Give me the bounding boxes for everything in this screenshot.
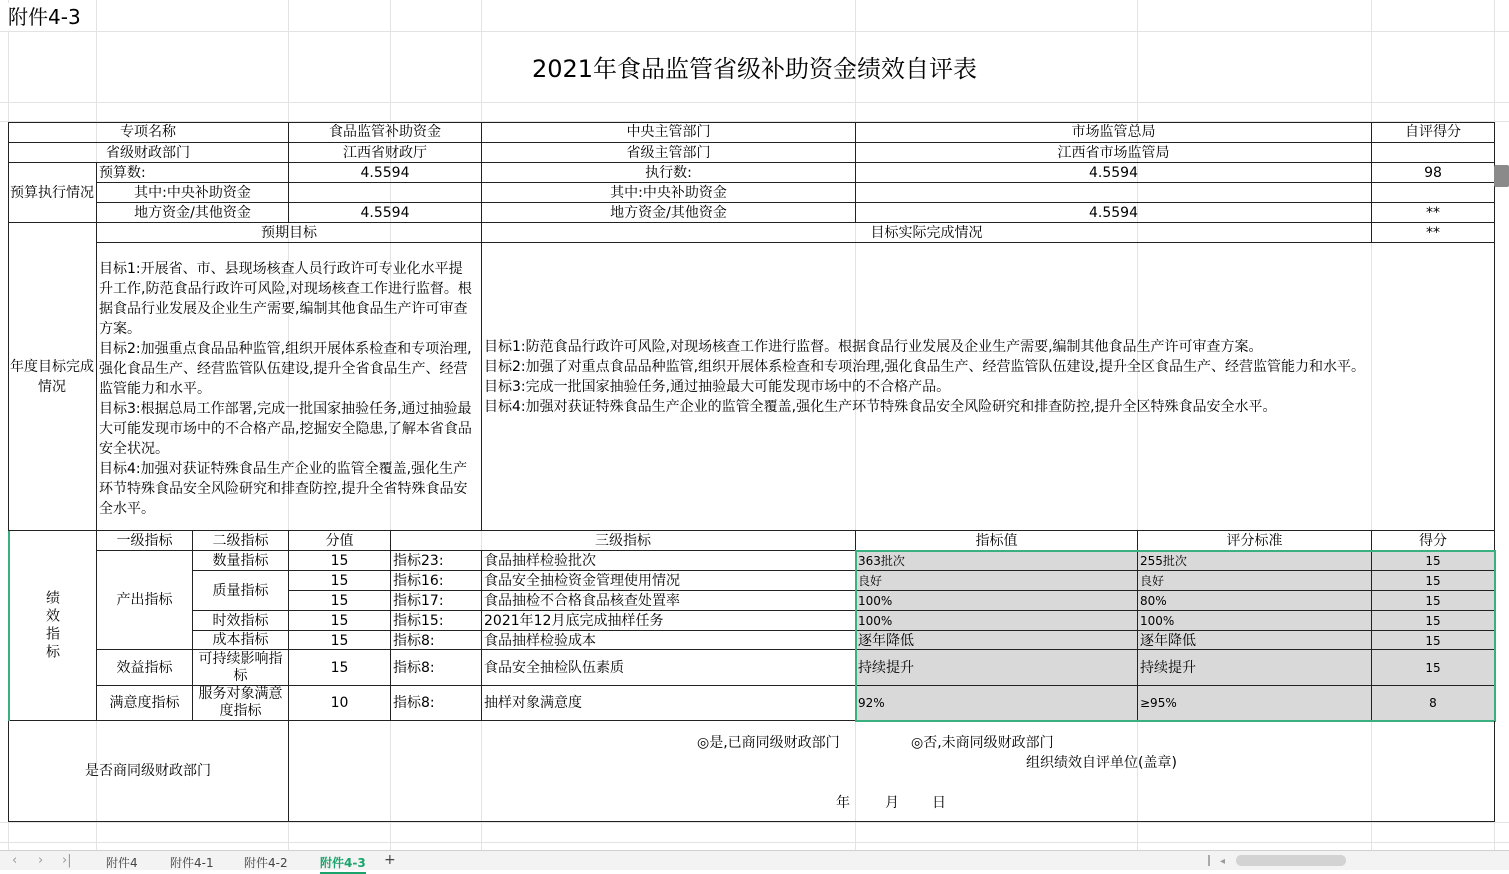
row-name[interactable]: 食品安全抽检资金管理使用情况 (482, 571, 856, 591)
row-standard[interactable]: 持续提升 (1138, 650, 1372, 686)
attachment-tag[interactable]: 附件4-3 (8, 3, 96, 31)
budget-score[interactable]: 98 (1372, 163, 1495, 183)
row-value[interactable]: 良好 (856, 571, 1138, 591)
l2-timeliness[interactable]: 时效指标 (193, 611, 289, 631)
row-got[interactable]: 15 (1372, 631, 1495, 650)
l1-satisfaction[interactable]: 满意度指标 (97, 686, 193, 721)
col-header-standard[interactable]: 评分标准 (1138, 531, 1372, 551)
first-sheet-icon[interactable]: ‹ (12, 853, 18, 868)
row-standard[interactable]: 良好 (1138, 571, 1372, 591)
unit-seal-label: 组织绩效自评单位(盖章) (1026, 755, 1177, 771)
l2-service[interactable]: 服务对象满意度指标 (193, 686, 289, 721)
local-fund-value[interactable]: 4.5594 (289, 203, 482, 223)
central-dept-value[interactable]: 市场监管总局 (856, 122, 1372, 143)
row-value[interactable]: 92% (856, 686, 1138, 721)
col-header-got[interactable]: 得分 (1372, 531, 1495, 551)
prov-dept-label[interactable]: 省级主管部门 (482, 143, 856, 163)
row-code[interactable]: 指标17: (391, 591, 482, 611)
scroll-left-icon[interactable]: ◂ (1220, 856, 1226, 867)
consult-cell[interactable] (289, 721, 1495, 822)
sheet-tab-4-3[interactable]: 附件4-3 (320, 856, 366, 870)
consult-label[interactable]: 是否商同级财政部门 (8, 721, 289, 822)
row-got[interactable]: 15 (1372, 551, 1495, 571)
col-header-score[interactable]: 分值 (289, 531, 391, 551)
actual-goals-cell[interactable] (482, 243, 1495, 531)
self-score-label[interactable]: 自评得分 (1372, 122, 1495, 143)
local-fund-score[interactable]: ** (1372, 203, 1495, 223)
row-name[interactable]: 食品安全抽检队伍素质 (482, 650, 856, 686)
row-value[interactable]: 持续提升 (856, 650, 1138, 686)
add-sheet-button[interactable]: + (384, 852, 396, 868)
date-year: 年 (836, 795, 850, 811)
local-fund-label[interactable]: 地方资金/其他资金 (97, 203, 289, 223)
col-header-value[interactable]: 指标值 (856, 531, 1138, 551)
central-fund-value[interactable] (289, 183, 482, 203)
row-code[interactable]: 指标8: (391, 650, 482, 686)
sheet-title[interactable]: 2021年食品监管省级补助资金绩效自评表 (531, 55, 978, 83)
row-code[interactable]: 指标23: (391, 551, 482, 571)
central-fund-label[interactable]: 其中:中央补助资金 (97, 183, 289, 203)
row-selection-marker (8, 531, 10, 721)
sheet-tab-4-2[interactable]: 附件4-2 (244, 856, 288, 870)
split-handle[interactable] (1208, 855, 1210, 866)
row-name[interactable]: 食品抽样检验成本 (482, 631, 856, 650)
vertical-scroll-thumb[interactable] (1494, 165, 1509, 187)
sheet-tab-4-1[interactable]: 附件4-1 (170, 856, 214, 870)
row-got[interactable]: 15 (1372, 611, 1495, 631)
expected-goals-cell[interactable] (97, 243, 482, 531)
finance-dept-value[interactable]: 江西省财政厅 (289, 143, 482, 163)
row-value[interactable]: 逐年降低 (856, 631, 1138, 650)
row-score[interactable]: 15 (289, 650, 391, 686)
expected-goals-label[interactable]: 预期目标 (97, 223, 482, 243)
actual-goals-score[interactable]: ** (1372, 223, 1495, 243)
row-name[interactable]: 食品抽检不合格食品核查处置率 (482, 591, 856, 611)
finance-dept-label[interactable]: 省级财政部门 (8, 143, 289, 163)
budget-label[interactable]: 预算数: (97, 163, 289, 183)
row-score[interactable]: 10 (289, 686, 391, 721)
goals-section-label[interactable]: 年度目标完成情况 (8, 223, 97, 531)
prov-dept-value[interactable]: 江西省市场监管局 (856, 143, 1372, 163)
row-got[interactable]: 15 (1372, 650, 1495, 686)
project-name-label[interactable]: 专项名称 (8, 122, 289, 143)
row-got[interactable]: 15 (1372, 571, 1495, 591)
local-fund-exec-label[interactable]: 地方资金/其他资金 (482, 203, 856, 223)
central-fund-exec-value[interactable] (856, 183, 1372, 203)
exec-value[interactable]: 4.5594 (856, 163, 1372, 183)
central-fund-exec-label[interactable]: 其中:中央补助资金 (482, 183, 856, 203)
row-score[interactable]: 15 (289, 591, 391, 611)
option-no[interactable]: ◎否,未商同级财政部门 (911, 735, 1054, 751)
row-name[interactable]: 食品抽样检验批次 (482, 551, 856, 571)
row-score[interactable]: 15 (289, 551, 391, 571)
central-fund-score[interactable] (1372, 183, 1495, 203)
perf-section-label[interactable]: 绩效指标 (8, 531, 97, 721)
row-code[interactable]: 指标8: (391, 686, 482, 721)
row-value[interactable]: 100% (856, 591, 1138, 611)
self-score-blank[interactable] (1372, 143, 1495, 163)
row-value[interactable]: 100% (856, 611, 1138, 631)
l2-quality[interactable]: 质量指标 (193, 571, 289, 611)
expected-goals-text: 目标1:开展省、市、县现场核查人员行政许可专业化水平提升工作,防范食品行政许可风险,对现场核查工作进行监督。根据食品行业发展及企业生产需要,编制其他食品生产许可审查方案。 目标2:加强重点食品品种监管,组织开展体系检查和专项治理,强化食品生产、经营监管队伍建设,提升全省食品生产、经营监管能力和水平。 目标3:根据总局工作部署,完成一批国家抽验任务,通过抽验最大可能发现市场中的不合格产品,挖掘安全隐患,了解本省食品安全状况。 目标4:加强对获证特殊食品生产企业的监管全覆盖,强化生产环节特殊食品安全风险研究和排查防控,提升全省特殊食品安全水平。 (99, 261, 472, 517)
l1-benefit[interactable]: 效益指标 (97, 650, 193, 686)
last-sheet-icon[interactable]: ›| (62, 853, 72, 868)
row-standard[interactable]: 255批次 (1138, 551, 1372, 571)
row-value[interactable]: 363批次 (856, 551, 1138, 571)
row-code[interactable]: 指标15: (391, 611, 482, 631)
col-header-l2[interactable]: 二级指标 (193, 531, 289, 551)
central-dept-label[interactable]: 中央主管部门 (482, 122, 856, 143)
row-name[interactable]: 抽样对象满意度 (482, 686, 856, 721)
row-score[interactable]: 15 (289, 571, 391, 591)
row-code[interactable]: 指标16: (391, 571, 482, 591)
date-month: 月 (885, 795, 899, 811)
exec-label[interactable]: 执行数: (482, 163, 856, 183)
prev-sheet-icon[interactable]: › (38, 853, 44, 868)
horizontal-scroll-thumb[interactable] (1236, 855, 1346, 866)
sheet-tab-4[interactable]: 附件4 (106, 856, 138, 870)
row-score[interactable]: 15 (289, 611, 391, 631)
budget-value[interactable]: 4.5594 (289, 163, 482, 183)
project-name-value[interactable]: 食品监管补助资金 (289, 122, 482, 143)
l2-sustain[interactable]: 可持续影响指标 (193, 650, 289, 686)
row-standard[interactable]: 80% (1138, 591, 1372, 611)
l2-cost[interactable]: 成本指标 (193, 631, 289, 650)
row-standard[interactable]: 100% (1138, 611, 1372, 631)
actual-goals-label[interactable]: 目标实际完成情况 (482, 223, 1372, 243)
l2-quantity[interactable]: 数量指标 (193, 551, 289, 571)
actual-goals-text: 目标1:防范食品行政许可风险,对现场核查工作进行监督。根据食品行业发展及企业生产需要,编制其他食品生产许可审查方案。 目标2:加强了对重点食品品种监管,组织开展体系检查和专项治理,强化食品生产、经营监管队伍建设,提升全区食品生产、经营监管能力和水平。 目标3:完成一批国家抽验任务,通过抽验最大可能发现市场中的不合格产品。 目标4:加强对获证特殊食品生产企业的监管全覆盖,强化生产环节特殊食品安全风险研究和排查防控,提升全区特殊食品安全水平。 (484, 339, 1365, 415)
local-fund-exec-value[interactable]: 4.5594 (856, 203, 1372, 223)
col-header-l1[interactable]: 一级指标 (97, 531, 193, 551)
sheet-tab-bar (0, 850, 1509, 870)
row-name[interactable]: 2021年12月底完成抽样任务 (482, 611, 856, 631)
row-standard[interactable]: 逐年降低 (1138, 631, 1372, 650)
row-code[interactable]: 指标8: (391, 631, 482, 650)
col-header-l3[interactable]: 三级指标 (391, 531, 856, 551)
row-got[interactable]: 15 (1372, 591, 1495, 611)
l1-output[interactable]: 产出指标 (97, 551, 193, 650)
row-got[interactable]: 8 (1372, 686, 1495, 721)
row-standard[interactable]: ≥95% (1138, 686, 1372, 721)
row-score[interactable]: 15 (289, 631, 391, 650)
option-yes[interactable]: ◎是,已商同级财政部门 (697, 735, 840, 751)
budget-section-label[interactable]: 预算执行情况 (8, 163, 97, 223)
date-day: 日 (932, 795, 946, 811)
